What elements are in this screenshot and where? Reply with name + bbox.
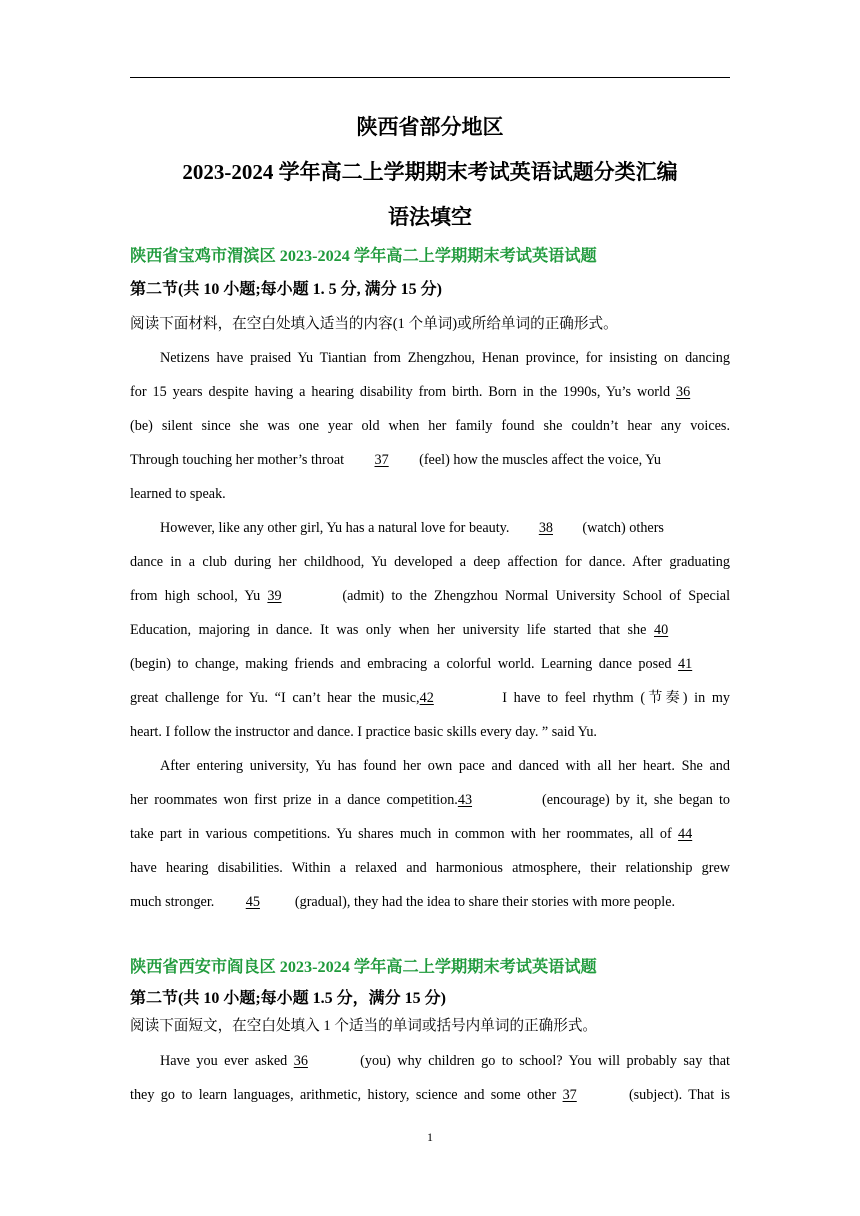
passage-line: they go to learn languages, arithmetic, history, science and some other 37 (subject). That is — [130, 1078, 730, 1112]
passage-line: Through touching her mother’s throat 37 (feel) how the muscles affect the voice, Yu — [130, 443, 730, 477]
section2-passage — [130, 1044, 730, 1112]
blank-41[interactable]: 41 — [678, 656, 693, 672]
section2-heading: 陕西省西安市阎良区 2023-2024 学年高二上学期期末考试英语试题 — [130, 958, 597, 976]
header-rule — [130, 77, 730, 78]
section1-instruction: 阅读下面材料，在空白处填入适当的内容(1 个单词)或所给单词的正确形式。 — [130, 316, 618, 332]
passage-line: learned to speak. — [130, 486, 226, 502]
section1-heading: 陕西省宝鸡市渭滨区 2023-2024 学年高二上学期期末考试英语试题 — [130, 247, 597, 265]
section2-instruction: 阅读下面短文，在空白处填入 1 个适当的单词或括号内单词的正确形式。 — [130, 1018, 598, 1034]
passage-line: (be) silent since she was one year old when her family found she couldn’t hear any voices. — [130, 418, 730, 434]
blank-45[interactable]: 45 — [245, 894, 260, 910]
page-number: 1 — [427, 1130, 433, 1144]
passage-line: After entering university, Yu has found her own pace and danced with all her heart. She and — [160, 758, 730, 774]
section1-passage — [130, 341, 730, 919]
blank-37[interactable]: 37 — [374, 452, 389, 468]
blank-44[interactable]: 44 — [678, 826, 693, 842]
passage-line: Netizens have praised Yu Tiantian from Zhengzhou, Henan province, for insisting on dancing — [160, 350, 730, 366]
blank-36-s2[interactable]: 36 — [293, 1053, 308, 1069]
passage-line: much stronger. 45 (gradual), they had the idea to share their stories with more people. — [130, 885, 730, 919]
passage-line: Education, majoring in dance. It was only when her university life started that she 40 — [130, 613, 730, 647]
blank-40[interactable]: 40 — [654, 622, 669, 638]
passage-line: for 15 years despite having a hearing disability from birth. Born in the 1990s, Yu’s world 36 — [130, 375, 730, 409]
passage-line: her roommates won first prize in a dance competition.43 (encourage) by it, she began to — [130, 783, 730, 817]
passage-line: heart. I follow the instructor and dance. I practice basic skills every day. ” said Yu. — [130, 724, 597, 740]
passage-line: However, like any other girl, Yu has a natural love for beauty. 38 (watch) others — [130, 511, 730, 545]
section2-part: 第二节(共 10 小题;每小题 1.5 分，满分 15 分) — [130, 990, 446, 1007]
passage-line: (begin) to change, making friends and embracing a colorful world. Learning dance posed 41 — [130, 647, 730, 681]
passage-line: great challenge for Yu. “I can’t hear the music,42 I have to feel rhythm (节奏) in my — [130, 681, 730, 715]
passage-line: have hearing disabilities. Within a relaxed and harmonious atmosphere, their relationship grew — [130, 860, 730, 876]
passage-line: from high school, Yu 39 (admit) to the Zhengzhou Normal University School of Special — [130, 579, 730, 613]
passage-line: take part in various competitions. Yu shares much in common with her roommates, all of 44 — [130, 817, 730, 851]
title-category: 语法填空 — [388, 205, 472, 229]
passage-line: dance in a club during her childhood, Yu developed a deep affection for dance. After graduating — [130, 554, 730, 570]
section1-part: 第二节(共 10 小题;每小题 1. 5 分, 满分 15 分) — [130, 281, 442, 298]
blank-36[interactable]: 36 — [676, 384, 691, 400]
title-region: 陕西省部分地区 — [356, 115, 504, 139]
blank-37-s2[interactable]: 37 — [562, 1087, 577, 1103]
blank-42[interactable]: 42 — [419, 690, 434, 706]
blank-43[interactable]: 43 — [457, 792, 473, 808]
passage-line: Have you ever asked 36 (you) why children go to school? You will probably say that — [130, 1044, 730, 1078]
blank-39[interactable]: 39 — [267, 588, 282, 604]
blank-38[interactable]: 38 — [538, 520, 553, 536]
title-exam: 2023-2024 学年高二上学期期末考试英语试题分类汇编 — [182, 160, 678, 184]
